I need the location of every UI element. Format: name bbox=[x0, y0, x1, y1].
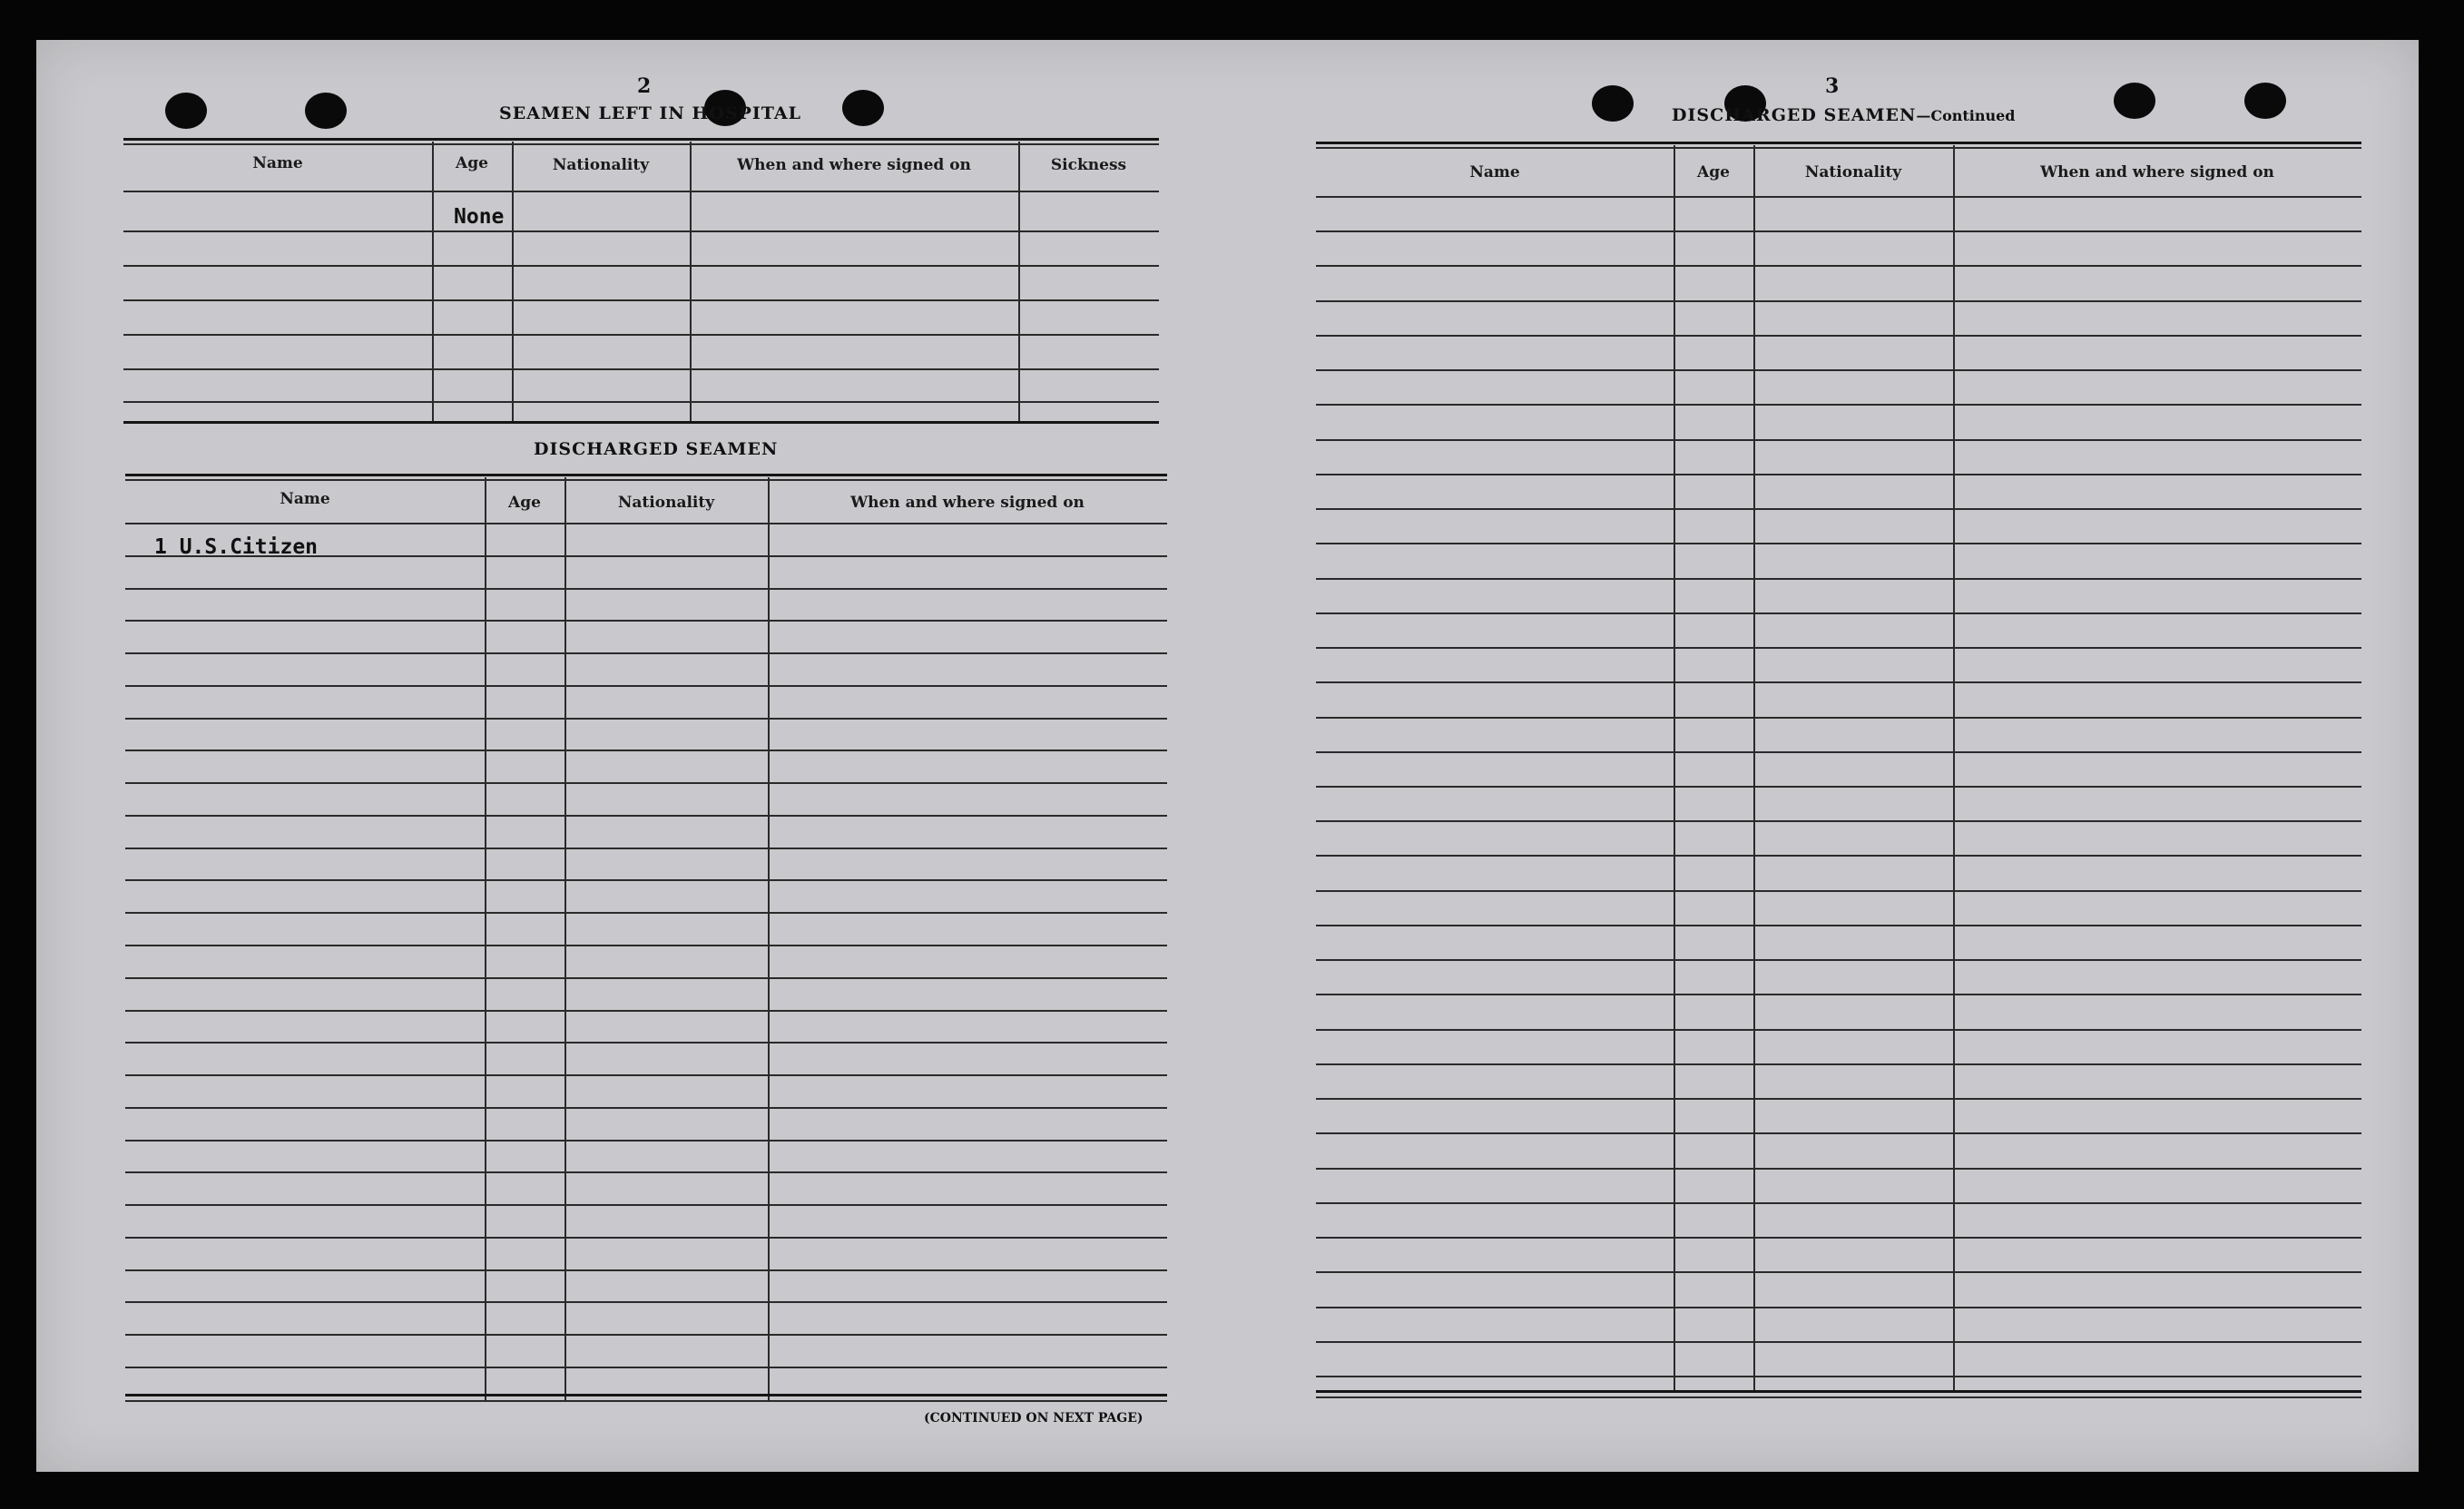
discharged-col-signed-on: When and where signed on bbox=[850, 494, 1085, 512]
row-rule bbox=[125, 588, 1167, 590]
row-rule bbox=[125, 1400, 1167, 1402]
row-rule bbox=[1316, 1271, 2361, 1273]
hospital-col-name: Name bbox=[252, 154, 303, 172]
hospital-col-nationality: Nationality bbox=[552, 156, 650, 174]
row-rule bbox=[125, 750, 1167, 751]
row-rule bbox=[1316, 142, 2361, 144]
discharged-continued-title-main: DISCHARGED SEAMEN bbox=[1672, 105, 1917, 125]
row-rule bbox=[1316, 335, 2361, 337]
row-rule bbox=[1316, 1098, 2361, 1100]
row-rule bbox=[125, 1042, 1167, 1044]
column-rule bbox=[1953, 145, 1955, 1392]
row-rule bbox=[125, 1367, 1167, 1368]
row-rule bbox=[1316, 404, 2361, 406]
row-rule bbox=[125, 1140, 1167, 1142]
row-rule bbox=[125, 1204, 1167, 1206]
row-rule bbox=[1316, 439, 2361, 441]
column-rule bbox=[564, 477, 566, 1401]
row-rule bbox=[125, 1334, 1167, 1336]
page-number-right: 3 bbox=[1825, 74, 1840, 98]
row-rule bbox=[125, 685, 1167, 687]
row-rule bbox=[1316, 1396, 2361, 1398]
page-number-left: 2 bbox=[637, 74, 652, 98]
row-rule bbox=[1316, 1029, 2361, 1031]
row-rule bbox=[1316, 751, 2361, 753]
row-rule bbox=[125, 479, 1167, 481]
hospital-section-title: SEAMEN LEFT IN HOSPITAL bbox=[499, 103, 801, 123]
row-rule bbox=[1316, 578, 2361, 580]
row-rule bbox=[1316, 1341, 2361, 1343]
row-rule bbox=[125, 1394, 1167, 1396]
row-rule bbox=[1316, 1390, 2361, 1393]
document-sheet bbox=[36, 40, 2419, 1472]
row-rule bbox=[1316, 508, 2361, 510]
row-rule bbox=[125, 782, 1167, 784]
discharged-continued-suffix: —Continued bbox=[1916, 107, 2016, 124]
row-rule bbox=[1316, 1202, 2361, 1204]
row-rule bbox=[1316, 1132, 2361, 1134]
row-rule bbox=[125, 977, 1167, 979]
row-rule bbox=[125, 1301, 1167, 1303]
continued-col-age: Age bbox=[1697, 163, 1730, 181]
row-rule bbox=[1316, 230, 2361, 232]
row-rule bbox=[1316, 1237, 2361, 1239]
column-rule bbox=[1674, 145, 1675, 1392]
row-rule bbox=[1316, 265, 2361, 267]
discharged-entry-name: 1 U.S.Citizen bbox=[154, 535, 319, 559]
hospital-col-signed-on: When and where signed on bbox=[737, 156, 971, 174]
punch-hole bbox=[165, 93, 207, 129]
row-rule bbox=[1316, 1307, 2361, 1308]
row-rule bbox=[1316, 786, 2361, 788]
punch-hole bbox=[2244, 83, 2286, 119]
row-rule bbox=[125, 945, 1167, 946]
punch-hole bbox=[305, 93, 347, 129]
row-rule bbox=[1316, 1063, 2361, 1065]
row-rule bbox=[1316, 369, 2361, 371]
continued-col-nationality: Nationality bbox=[1804, 163, 1902, 181]
row-rule bbox=[1316, 959, 2361, 961]
row-rule bbox=[1316, 994, 2361, 995]
row-rule bbox=[125, 1107, 1167, 1109]
row-rule bbox=[125, 523, 1167, 524]
row-rule bbox=[125, 1269, 1167, 1271]
row-rule bbox=[1316, 681, 2361, 683]
continued-footer: (CONTINUED ON NEXT PAGE) bbox=[924, 1411, 1144, 1426]
row-rule bbox=[1316, 147, 2361, 149]
row-rule bbox=[125, 1237, 1167, 1239]
continued-col-signed-on: When and where signed on bbox=[2040, 163, 2274, 181]
row-rule bbox=[125, 652, 1167, 654]
row-rule bbox=[125, 848, 1167, 849]
row-rule bbox=[125, 1171, 1167, 1173]
hospital-entry-age: None bbox=[454, 205, 505, 229]
row-rule bbox=[1316, 1168, 2361, 1170]
discharged-col-nationality: Nationality bbox=[617, 494, 715, 512]
row-rule bbox=[1316, 300, 2361, 302]
hospital-col-sickness: Sickness bbox=[1050, 156, 1127, 174]
row-rule bbox=[125, 879, 1167, 881]
punch-hole bbox=[1592, 85, 1634, 122]
discharged-col-age: Age bbox=[508, 494, 541, 512]
row-rule bbox=[1316, 820, 2361, 822]
row-rule bbox=[1316, 717, 2361, 719]
discharged-continued-title bbox=[1672, 105, 2015, 125]
row-rule bbox=[125, 474, 1167, 476]
row-rule bbox=[1316, 890, 2361, 892]
row-rule bbox=[125, 620, 1167, 622]
row-rule bbox=[1316, 1376, 2361, 1377]
column-rule bbox=[768, 477, 770, 1401]
row-rule bbox=[1316, 855, 2361, 857]
discharged-section-title: DISCHARGED SEAMEN bbox=[534, 439, 779, 459]
row-rule bbox=[1316, 647, 2361, 649]
punch-hole bbox=[2114, 83, 2155, 119]
hospital-col-age: Age bbox=[456, 154, 488, 172]
row-rule bbox=[125, 815, 1167, 817]
row-rule bbox=[1316, 925, 2361, 926]
row-rule bbox=[1316, 196, 2361, 198]
row-rule bbox=[125, 912, 1167, 914]
row-rule bbox=[125, 718, 1167, 720]
row-rule bbox=[1316, 612, 2361, 614]
column-rule bbox=[1753, 145, 1755, 1392]
row-rule bbox=[1316, 474, 2361, 475]
row-rule bbox=[125, 1010, 1167, 1012]
row-rule bbox=[1316, 543, 2361, 544]
row-rule bbox=[125, 1074, 1167, 1076]
discharged-col-name: Name bbox=[280, 490, 330, 508]
continued-col-name: Name bbox=[1469, 163, 1520, 181]
punch-hole bbox=[842, 90, 884, 126]
column-rule bbox=[485, 477, 486, 1401]
